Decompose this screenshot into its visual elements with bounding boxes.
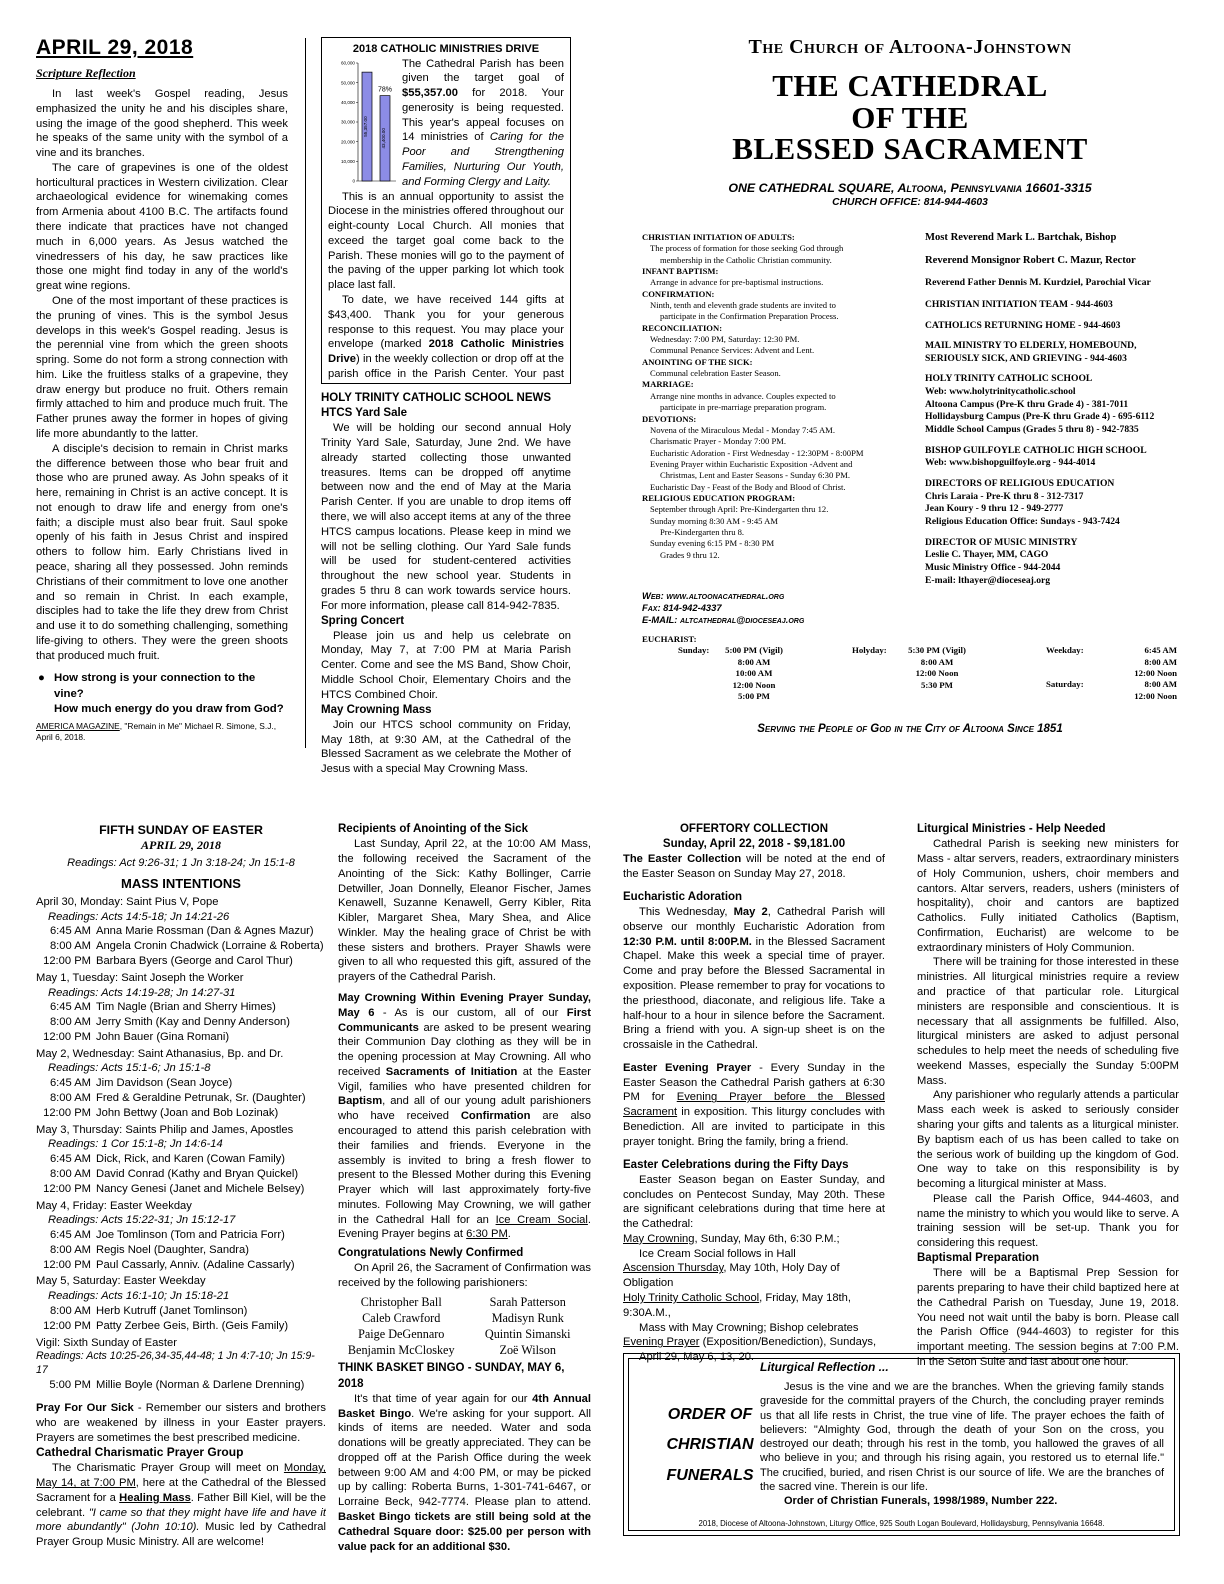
ministry-contact-line: BISHOP GUILFOYLE CATHOLIC HIGH SCHOOL <box>925 444 1147 456</box>
yard-sale-text: We will be holding our second annual Holy Trinity Yard Sale, Saturday, June 2nd. We have already started collecting those unwanted treasures. Items can be dropped off anytime between now and the end of May at the Maria Parish Center. If you are unable to drop items off there, we will also accept items at any of the three HTCS campus locations. Please keep in mind we will not be selling clothing. Our Yard Sale funds will be used for student-centered activities throughout the new school year. Students in grades 5 thru 8 can work towards service hours. For more information, please call 814-942-7835. <box>321 422 571 612</box>
ministry-contact-line: CATHOLICS RETURNING HOME - 944-4603 <box>925 319 1121 331</box>
rector-name: Reverend Monsignor Robert C. Mazur, Rector <box>925 254 1136 266</box>
confirmed-name: Madisyn Runk <box>491 1311 564 1326</box>
confirmed-name: Sarah Patterson <box>489 1295 566 1309</box>
mass-day-readings: Readings: Acts 15:22-31; Jn 15:12-17 <box>48 1214 236 1227</box>
anointing-title: Recipients of Anointing of the Sick <box>338 823 528 835</box>
sacrament-line: Arrange in advance for pre-baptismal instructions. <box>650 277 824 288</box>
mass-day-readings: Readings: Acts 15:1-6; Jn 15:1-8 <box>48 1062 211 1075</box>
ministry-contact-line: Middle School Campus (Grades 5 thru 8) - 942-7835 <box>925 424 1139 436</box>
reflection-paragraph: In last week's Gospel reading, Jesus emphasized the unity he and his disciples share, using the image of the good shepherd. This week he speaks of the same unity with the symbol of a vine and its branches. <box>36 88 288 160</box>
order-of-funerals-label: ORDER OF CHRISTIAN FUNERALS <box>666 1406 754 1484</box>
mass-time: 8:00 AM <box>1144 679 1177 690</box>
ministry-contact-line: HOLY TRINITY CATHOLIC SCHOOL <box>925 373 1093 385</box>
church-address: ONE CATHEDRAL SQUARE, Altoona, Pennsylvania 16601-3315 <box>728 181 1092 195</box>
mass-row: 8:00 AM Herb Kutruff (Janet Tomlinson) <box>49 1304 248 1317</box>
confirmed-name: Quintin Simanski <box>484 1327 571 1342</box>
mass-time: 8:00 AM <box>737 656 771 667</box>
mass-day-readings: Readings: Acts 14:5-18; Jn 14:21-26 <box>48 910 230 923</box>
ministry-contact-line: Hollidaysburg Campus (Pre-K thru Grade 4) - 695-6112 <box>925 411 1155 423</box>
saturday-times <box>1097 679 1177 702</box>
ministry-contact-line: Web: www.holytrinitycatholic.school <box>925 386 1076 398</box>
mass-time: 8:00 AM <box>1144 656 1177 667</box>
sacrament-line: participate in pre-marriage preparation program. <box>660 402 827 413</box>
mass-row: 12:00 PM John Bettwy (Joan and Bob Lozinak) <box>43 1106 279 1119</box>
fifty-days-title: Easter Celebrations during the Fifty Days <box>623 1158 849 1171</box>
ministry-contact-line: CHRISTIAN INITIATION TEAM - 944-4603 <box>925 298 1113 310</box>
column-3: OFFERTORY COLLECTION Sunday, April 22, 2018 - $9,181.00 The Easter Collection will be noted at the end of the Easter Season on Sunday May 27, 2018. Eucharistic Adoration This Wednesday, May 2, Cathedral Parish will observe our monthly Eucharistic Adoration from 12:30 P.M. until 8:00P.M. in the Blessed Sacrament Chapel. Make this week a special time of prayer. Come and pray before the Blessed Sacramental in exposition. Please remember to pray for vocations to the priesthood, diaconate, and religious life. Take a half-hour to a hour in silence before the Sacrament. Bring a friend with you. A sign-up sheet is on the crossaisle in the Cathedral. Easter Evening Prayer - Every Sunday in the Easter Season the Cathedral Parish gathers at 6:30 PM for Evening Prayer before the Blessed Sacrament in exposition. This liturgy concludes with Benediction. All are invited to participate in this prayer tonight. Bring the family, bring a friend. Easter Celebrations during the Fifty Days Easter Season began on Easter Sunday, and concludes on Pentecost Sunday, May 20th. These are significant celebrations during that time here at the Cathedral: May Crowning, Sunday, May 6th, 6:30 P.M.; Ice Cream Social follows in Hall Ascension Thursday, May 10th, Holy Day of Obligation Holy Trinity Catholic School, Friday, May 18th, 9:30A.M., Mass with May Crowning; Bishop celebrates Evening Prayer (Exposition/Benediction), Sundays, April 29, May 6, 13, 20. <box>623 823 885 1364</box>
sacrament-line: ANOINTING OF THE SICK: <box>642 356 753 367</box>
chart-tick-label: 50,000 <box>340 79 355 85</box>
mass-row: 12:00 PM Nancy Genesi (Janet and Michele Belsey) <box>43 1182 305 1195</box>
sunday-date: APRIL 29, 2018 <box>141 838 221 853</box>
ministry-contact-line: Religious Education Office: Sundays - 943-7424 <box>925 516 1120 528</box>
spring-concert-text: Please join us and help us celebrate on Monday, May 7, at 7:00 PM at Maria Parish Center. Come and see the MS Band, Show Choir, Middle School Choir, Elementary Choirs and the HTCS Combined Choir. <box>321 629 571 701</box>
sacrament-line: INFANT BAPTISM: <box>642 266 719 277</box>
mass-intentions-column: FIFTH SUNDAY OF EASTER APRIL 29, 2018 Readings: Act 9:26-31; 1 Jn 3:18-24; Jn 15:1-8 MASS INTENTIONS April 30, Monday: Saint Pius V, Pope Readings: Acts 14:5-18; Jn 14:21-26 6:45 AM Anna Marie Rossman (Dan & Agnes Mazur) 8:00 AM Angela Cronin Chadwick (Lorraine & Roberta) 12:00 PM Barbara Byers (George and Carol Thur) May 1, Tuesday: Saint Joseph the Worker Readings: Acts 14:19-28; Jn 14:27-31 6:45 AM Tim Nagle (Brian and Sherry Himes) 8:00 AM Jerry Smith (Kay and Denny Anderson) 12:00 PM John Bauer (Gina Romani) May 2, Wednesday: Saint Athanasius, Bp. and Dr. Readings: Acts 15:1-6; Jn 15:1-8 6:45 AM Jim Davidson (Sean Joyce) 8:00 AM Fred & Geraldine Petrunak, Sr. (Daughter) 12:00 PM John Bettwy (Joan and Bob Lozinak) May 3, Thursday: Saints Philip and James, Apostles Readings: 1 Cor 15:1-8; Jn 14:6-14 6:45 AM Dick, Rick, and Karen (Cowan Family) 8:00 AM David Conrad (Kathy and Bryan Quickel) 12:00 PM Nancy Genesi (Janet and Michele Belsey) May 4, Friday: Easter Weekday Readings: Acts 15:22-31; Jn 15:12-17 6:45 AM Joe Tomlinson (Tom and Patricia Forr) 8:00 AM Regis Noel (Daughter, Sandra) 12:00 PM Paul Cassarly, Anniv. (Adaline Cassarly) May 5, Saturday: Easter Weekday Readings: Acts 16:1-10; Jn 15:18-21 8:00 AM Herb Kutruff (Janet Tomlinson) 12:00 PM Patty Zerbee Geis, Birth. (Geis Family) Vigil: Sixth Sunday of Easter Readings: Acts 10:25-26,34-35,44-48; 1 Jn 4:7-10; Jn 15:9-17 5:00 PM Millie Boyle (Norman & Darlene Drenning) Pray For Our Sick - Remember our sisters and brothers who are weakened by illness in your Easter prayers. Prayers are sometimes the best prescribed medicine. Cathedral Charismatic Prayer Group The Charismatic Prayer Group will meet on Monday, May 14, at 7:00 PM, here at the Cathedral of the Blessed Sacrament for a Healing Mass. Father Bill Kiel, will be the celebrant. "I came so that they might have life and have it more abundantly" (John 10:10). Music led by Cathedral Prayer Group Music Ministry. All are welcome! <box>36 823 326 1549</box>
reflection-citation: AMERICA MAGAZINE, "Remain in Me" Michael R. Simone, S.J., April 6, 2018. <box>36 720 277 742</box>
ministry-contact-line: Web: www.bishopguilfoyle.org - 944-4014 <box>925 457 1096 469</box>
sacrament-line: RECONCILIATION: <box>642 322 723 333</box>
mass-time: 5:30 PM <box>920 679 953 690</box>
mass-day-readings: Readings: 1 Cor 15:1-8; Jn 14:6-14 <box>48 1138 223 1151</box>
mass-time: 12:00 Noon <box>1134 690 1177 701</box>
drive-text: The Cathedral Parish has been given the target goal of $55,357.00 for 2018. Your generosity is being requested. This year's appeal focuses on 14 ministries of Caring for the Poor and Strengthening Families, Nurturing Our Youth, and Forming Clergy and Laity. This is an annual opportunity to assist the Diocese in the ministries offered throughout our eight-county Local Church. All monies that exceed the target goal come back to the Parish. These monies will go to the payment of the paving of the upper parking lot which took place last fall. To date, we have received 144 gifts at $43,400. Thank you for your generous response to this request. You may place your envelope (marked 2018 Catholic Ministries Drive) in the weekly collection or drop off at the parish office in the Parish Center. Your past <box>328 57 565 380</box>
mass-row: 6:45 AM Tim Nagle (Brian and Sherry Himes) <box>49 1001 276 1014</box>
charismatic-title: Cathedral Charismatic Prayer Group <box>36 1445 244 1460</box>
fifty-days-text: Easter Season began on Easter Sunday, and concludes on Pentecost Sunday, May 20th. These are significant celebrations during that time here at the Cathedral: <box>623 1173 885 1231</box>
mass-day: May 1, Tuesday: Saint Joseph the Worker <box>36 971 244 984</box>
chart-tick-label: 30,000 <box>340 119 355 125</box>
scripture-reflection <box>36 87 288 743</box>
mass-row: 8:00 AM Angela Cronin Chadwick (Lorraine & Roberta) <box>49 940 324 953</box>
confirmed-name: Caleb Crawford <box>362 1311 441 1326</box>
mass-row: 8:00 AM Regis Noel (Daughter, Sandra) <box>49 1243 249 1256</box>
ministry-contact-line: Leslie C. Thayer, MM, CAGO <box>925 549 1049 561</box>
sacrament-line: Communal Penance Services: Advent and Lent. <box>650 345 815 356</box>
sacrament-line: MARRIAGE: <box>642 379 694 390</box>
scripture-reflection-heading: Scripture Reflection <box>36 66 136 80</box>
mass-time: 12:00 Noon <box>1134 668 1177 679</box>
sacrament-line: Communal celebration Easter Season. <box>650 368 781 379</box>
mass-time: 12:00 Noon <box>915 668 959 679</box>
mass-row: 8:00 AM Fred & Geraldine Petrunak, Sr. (Daughter) <box>49 1092 306 1105</box>
mass-day-readings: Readings: Acts 16:1-10; Jn 15:18-21 <box>48 1290 230 1303</box>
ministry-contact-line: Music Ministry Office - 944-2044 <box>925 562 1061 574</box>
confirmed-name: Paige DeGennaro <box>358 1327 445 1342</box>
reflection-question: How much energy do you draw from God? <box>54 702 284 715</box>
sacrament-line: Christmas, Lent and Easter Seasons - Sunday 6:30 PM. <box>660 470 850 481</box>
vigil-day: Vigil: Sixth Sunday of Easter <box>36 1336 177 1349</box>
chart-tick-label: 40,000 <box>340 99 355 105</box>
drive-paragraph: This is an annual opportunity to assist the Diocese in the ministries offered throughout our eight-county Local Church. All monies that exceed the target goal come back to the Parish. These monies will go to the payment of the paving of the upper parking lot which took place last fall. <box>328 190 564 292</box>
reflection-paragraph: One of the most important of these practices is the pruning of vines. This is the symbol Jesus develops in this week's Gospel reading. Jesus is the perennial vine from which the green shoots spring. Some do not form a strong connection with him. Like the fruitless stalks of a grapevine, they draw energy but produce no fruit. Others remain firmly attached to him and produce much fruit. The Father prunes away the former in hopes of giving life more abundantly to the latter. <box>36 294 288 440</box>
spring-concert-title: Spring Concert <box>321 614 405 627</box>
sacrament-line: Grades 9 thru 12. <box>660 549 720 560</box>
column-4: Liturgical Ministries - Help Needed Cathedral Parish is seeking new ministers for Mass - altar servers, readers, extraordinary ministers of Holy Communion, ushers, choir members and cantors. Altar servers, readers, ushers (ministers of hospitality), choir and cantors are baptized Catholics. Fully initiated Catholics (Baptism, Confirmation, Eucharist) are welcome to be extraordinary ministers of Holy Communion. There will be training for those interested in these ministries. All liturgical ministries require a review and practice of that particular role. Liturgical ministers are responsible and conscientious. It is necessary that all assignments be fulfilled. Also, liturgical ministers are asked to adjust personal schedules to help meet the needs of scheduling five weekend Masses, especially the Sunday 5:00PM Mass. Any parishioner who regularly attends a particular Mass each week is asked to seriously consider sharing your gifts and talents as a liturgical minister. By baptism each of us has been called to take on the serious work of building up the kingdom of God. One way to take on this responsibility is by becoming a liturgical minister at Mass. Please call the Parish Office, 944-4603, and name the ministry to which you would like to serve. A training session will be set-up. Thank you for considering this request. Baptismal Preparation There will be a Baptismal Prep Session for parents preparing to have their child baptized here at the Cathedral Parish on Tuesday, June 19, 2018. You need not wait until the baby is born. Please call the Parish Office (944-4603) to register for this important meeting. The session begins at 7:00 P.M. in the Seton Suite and last about one hour. <box>917 823 1179 1368</box>
drive-chart <box>328 59 398 187</box>
drive-goal: $55,357.00 <box>402 87 458 100</box>
may-crowning-title: May Crowning Mass <box>321 703 432 716</box>
sacrament-line: Charismatic Prayer - Monday 7:00 PM. <box>650 436 787 447</box>
sacrament-line: membership in the Catholic Christian community. <box>660 254 832 265</box>
adoration-title: Eucharistic Adoration <box>623 890 743 903</box>
mass-row: 8:00 AM Jerry Smith (Kay and Denny Anderson) <box>49 1016 291 1029</box>
mass-row: 12:00 PM Paul Cassarly, Anniv. (Adaline Cassarly) <box>43 1258 295 1271</box>
sacrament-line: Sunday morning 8:30 AM - 9:45 AM <box>650 515 778 526</box>
church-office-phone: CHURCH OFFICE: 814-944-4603 <box>832 197 988 208</box>
ministry-contact-line: SERIOUSLY SICK, AND GRIEVING - 944-4603 <box>925 352 1127 364</box>
may-crowning-text: Join our HTCS school community on Friday, May 18th, at 9:30 AM, at the Cathedral of the Blessed Sacrament as we celebrate the Mother of Jesus with a special May Crowning Mass. <box>321 718 571 776</box>
ministry-contact-line: E-mail: lthayer@dioceseaj.org <box>925 574 1051 586</box>
confirmed-name: Zoë Wilson <box>499 1343 556 1358</box>
sunday-title: FIFTH SUNDAY OF EASTER <box>99 823 263 837</box>
chart-tick-label: 60,000 <box>340 60 355 66</box>
mass-time: 5:30 PM (Vigil) <box>908 645 966 656</box>
cathedral-name: THE CATHEDRAL OF THE BLESSED SACRAMENT <box>732 70 1088 165</box>
sacrament-line: Arrange nine months in advance. Couples expected to <box>650 390 836 401</box>
sacrament-line: Eucharistic Adoration - First Wednesday - 12:30PM - 8:00PM <box>650 447 864 458</box>
mass-row: 6:45 AM Jim Davidson (Sean Joyce) <box>49 1077 233 1090</box>
mass-intentions-title: MASS INTENTIONS <box>121 875 241 891</box>
confirmed-text: On April 26, the Sacrament of Confirmation was received by the following parishioners: <box>338 1262 591 1290</box>
sacrament-line: Novena of the Miraculous Medal - Monday 7:45 AM. <box>650 424 835 435</box>
drive-title: 2018 CATHOLIC MINISTRIES DRIVE <box>352 43 540 55</box>
bulletin-date: APRIL 29, 2018 <box>36 36 194 59</box>
sacrament-line: participate in the Confirmation Preparation Process. <box>660 311 839 322</box>
liturgical-reflection-text: Jesus is the vine and we are the branches. When the grieving family stands graveside for the committal prayers of the Church, the concluding prayer reminds us that all life rests in Christ, the true vine of life. The prayer echoes the faith of believers: "Almighty God, through the death of your Son on the cross, you destroyed our death; through his rest in the tomb, you hallowed the graves of all who believe in you; and through his rising again, you restored us to eternal life." The crucified, buried, and risen Christ is our source of life. We are the branches of the sacred vine. Therein is our life. Order of Christian Funerals, 1998/1989, Number 222. <box>760 1381 1164 1508</box>
mass-day: May 5, Saturday: Easter Weekday <box>36 1275 206 1288</box>
mass-time: 12:00 Noon <box>732 679 776 690</box>
mass-row: 5:00 PM Millie Boyle (Norman & Darlene Drenning) <box>49 1379 305 1392</box>
email-link[interactable]: E-MAIL: altcathedral@dioceseaj.org <box>642 614 805 626</box>
yard-sale-title: HTCS Yard Sale <box>321 407 408 420</box>
baptismal-prep-title: Baptismal Preparation <box>917 1252 1040 1265</box>
sacrament-line: CONFIRMATION: <box>642 288 715 299</box>
chart-bar-label: 55,357.00 <box>363 115 368 137</box>
mass-time: 6:45 AM <box>1144 645 1177 656</box>
mass-intentions-list <box>36 895 326 1334</box>
sacrament-line: DEVOTIONS: <box>642 413 697 424</box>
clergy-directory <box>925 231 1190 587</box>
reflection-questions <box>36 671 288 716</box>
bishop-name: Most Reverend Mark L. Bartchak, Bishop <box>925 232 1117 243</box>
chart-bar-label: 43,400.00 <box>381 127 386 149</box>
mass-day: May 3, Thursday: Saints Philip and James, Apostles <box>36 1123 294 1136</box>
mass-row: 6:45 AM Anna Marie Rossman (Dan & Agnes Mazur) <box>49 925 314 938</box>
fifty-days-list: May Crowning, Sunday, May 6th, 6:30 P.M.; Ice Cream Social follows in Hall Ascension Thursday, May 10th, Holy Day of Obligation Holy Trinity Catholic School, Friday, May 18th, 9:30A.M., Mass with May Crowning; Bishop celebrates Evening Prayer (Exposition/Benediction), Sundays, April 29, May 6, 13, 20. <box>623 1232 877 1364</box>
mass-row: 12:00 PM Barbara Byers (George and Carol Thur) <box>43 955 293 967</box>
sacraments-list <box>642 232 917 561</box>
sacrament-line: Wednesday: 7:00 PM, Saturday: 12:30 PM. <box>650 334 800 345</box>
bullet-icon: ● <box>38 672 45 685</box>
holyday-times <box>892 645 982 691</box>
mass-row: 6:45 AM Dick, Rick, and Karen (Cowan Family) <box>49 1153 285 1166</box>
vicar-name: Reverend Father Dennis M. Kurdziel, Parochial Vicar <box>925 276 1151 288</box>
serving-tagline: Serving the People of God in the City of Altoona Since 1851 <box>757 723 1063 735</box>
mass-row: 6:45 AM Joe Tomlinson (Tom and Patricia Forr) <box>49 1229 285 1242</box>
mass-day: May 2, Wednesday: Saint Athanasius, Bp. and Dr. <box>36 1047 284 1060</box>
mass-day: May 4, Friday: Easter Weekday <box>36 1199 192 1212</box>
liturgical-ministries-title: Liturgical Ministries - Help Needed <box>917 823 1106 835</box>
confirmed-name: Christopher Ball <box>360 1295 442 1309</box>
ministry-contact-line: DIRECTORS OF RELIGIOUS EDUCATION <box>925 478 1115 490</box>
chart-tick-label: 10,000 <box>340 158 355 164</box>
offertory-amount: Sunday, April 22, 2018 - $9,181.00 <box>662 838 846 851</box>
ministry-contact-line: MAIL MINISTRY TO ELDERLY, HOMEBOUND, <box>925 340 1137 352</box>
eucharist-schedule: EUCHARIST: Sunday: 5:00 PM (Vigil) 8:00 AM 10:00 AM 12:00 Noon 5:00 PM Holyday: 5:30 PM (Vigil) 8:00 AM 12:00 Noon 5:30 PM Weekday: 6:45 AM 8:00 AM 12:00 Noon Saturday: 8:00 AM 12:00 Noon <box>642 634 1177 702</box>
bingo-title: THINK BASKET BINGO - SUNDAY, MAY 6, 2018 <box>338 1362 565 1390</box>
sacrament-line: Eucharistic Day - Feast of the Body and Blood of Christ. <box>650 481 846 492</box>
sunday-readings: Readings: Act 9:26-31; 1 Jn 3:18-24; Jn 15:1-8 <box>67 857 295 870</box>
ministry-contact-line: Jean Koury - 9 thru 12 - 949-2777 <box>925 503 1064 515</box>
chart-tick-label: 20,000 <box>340 138 355 144</box>
confirmed-title: Congratulations Newly Confirmed <box>338 1247 524 1260</box>
funeral-footer: 2018, Diocese of Altoona-Johnstown, Liturgy Office, 925 South Logan Boulevard, Hollidaysburg, Pennsylvania 16648. <box>698 1518 1105 1528</box>
contact-info <box>642 590 917 627</box>
ministries-drive-box <box>321 37 571 384</box>
sacrament-line: CHRISTIAN INITIATION OF ADULTS: <box>642 232 795 242</box>
mass-day-readings: Readings: Acts 14:19-28; Jn 14:27-31 <box>48 986 236 999</box>
sacrament-line: RELIGIOUS EDUCATION PROGRAM: <box>642 492 796 503</box>
sunday-times <box>714 645 794 702</box>
liturgical-reflection-title: Liturgical Reflection ... <box>760 1360 889 1374</box>
column-2: Recipients of Anointing of the Sick Last Sunday, April 22, at the 10:00 AM Mass, the following received the Sacrament of the Anointing of the Sick: Kathy Bollinger, Carrie Detwiller, Joan Donnelly, Eleanor Fischer, James Kenawell, Suzanne Kenawell, Gerry Kibler, Rita Kibler, Margaret Shea, Mary Shea, and Alice Winkler. May the healing grace of Christ be with these sisters and brothers. Prayer Shawls were given to all who requested this gift, assured of the prayers of the Cathedral Parish. May Crowning Within Evening Prayer Sunday, May 6 - As is our custom, all of our First Communicants are asked to be present wearing their Communion Day clothing as they will be in the opening procession at May Crowning. All who received Sacraments of Initiation at the Easter Vigil, families who have presented children for Baptism, and all of our young adult parishioners who have received Confirmation are also encouraged to attend this parish celebration with their families and friends. Everyone in the assembly is invited to bring a fresh flower to present to the Blessed Mother during this Evening Prayer which will last approximately forty-five minutes. Following May Crowning, we will gather in the Cathedral Hall for an Ice Cream Social. Evening Prayer begins at 6:30 PM. Congratulations Newly Confirmed On April 26, the Sacrament of Confirmation was received by the following parishioners: Christopher Ball Sarah Patterson Caleb Crawford Madisyn Runk Paige DeGennaro Quintin Simanski Benjamin McCloskey Zoë Wilson THINK BASKET BINGO - SUNDAY, MAY 6, 2018 It's that time of year again for our 4th Annual Basket Bingo. We're asking for your support. All kinds of items are needed. Water and soda donations will be greatly appreciated. They can be dropped off at the Parish Office during the week between 9:00 AM and 4:00 PM, or may be picked up by calling: Roberta Burns, 1-301-741-6467, or Lorraine Beck, 942-7774. Please plan to attend. Basket Bingo tickets are still being sold at the Cathedral Square door: $25.00 per person with value pack for an additional $30. <box>338 823 591 1553</box>
sacrament-line: Evening Prayer within Eucharistic Exposition -Advent and <box>650 458 853 469</box>
ministry-contacts <box>925 299 1190 587</box>
mass-row: 12:00 PM Patty Zerbee Geis, Birth. (Geis Family) <box>43 1319 289 1332</box>
mass-row: 12:00 PM John Bauer (Gina Romani) <box>43 1030 230 1043</box>
mass-day: April 30, Monday: Saint Pius V, Pope <box>36 895 219 908</box>
sacrament-line: Ninth, tenth and eleventh grade students are invited to <box>650 300 836 311</box>
reflection-question: ● How strong is your connection to the vine? <box>38 672 256 700</box>
reflection-paragraph: The care of grapevines is one of the oldest horticultural practices in Western civilization. Clear archaeological evidence for winemaking comes from Armenia about 4100 B.C. The artifacts found there indicate that practices have not changed much in 6,000 years. As Jesus watched the vinedressers of his day, he saw practices like those one might find today in any of the world's great wine regions. <box>36 161 288 293</box>
mass-time: 10:00 AM <box>735 668 773 679</box>
ministry-contact-line: Altoona Campus (Pre-K thru Grade 4) - 381-7011 <box>925 398 1129 410</box>
mass-time: 8:00 AM <box>920 656 954 667</box>
sacrament-line: The process of formation for those seeking God through <box>650 243 844 254</box>
reflection-paragraph: A disciple's decision to remain in Christ marks the difference between those who bear fruit and those who are pruned away. As John speaks of it here, remaining in Christ is an active concept. It is not enough to draw life and energy from one's faith; a disciple must also bear fruit. Saul spoke openly of his faith in Jesus Christ and inspired others to follow him. Early Christians lived in peace, sharing all they possessed. John reminds Christians of their commitment to love one another and so remain in Christ. In each example, disciples had to take the life they drew from Christ and use it to do something challenging, something life-giving to others. They were the green shoots that produced much fruit. <box>36 442 288 662</box>
mass-time: 5:00 PM <box>737 691 770 702</box>
sacrament-line: September through April: Pre-Kindergarten thru 12. <box>650 504 829 515</box>
column-divider <box>305 38 306 748</box>
sacrament-line: Pre-Kindergarten thru 8. <box>660 526 745 537</box>
htcs-title: HOLY TRINITY CATHOLIC SCHOOL NEWS <box>321 392 552 404</box>
htcs-news <box>321 391 571 777</box>
offertory-title: OFFERTORY COLLECTION <box>679 823 828 835</box>
confirmed-names <box>338 1294 591 1358</box>
liturgical-reflection-box <box>623 1353 1180 1536</box>
ministry-contact-line: Chris Laraia - Pre-K thru 8 - 312-7317 <box>925 490 1084 502</box>
website-link[interactable]: Web: www.altoonacathedral.org <box>642 590 785 601</box>
ministry-contact-line: DIRECTOR OF MUSIC MINISTRY <box>925 536 1078 548</box>
confirmed-name: Benjamin McCloskey <box>347 1343 455 1358</box>
sacrament-line: Sunday evening 6:15 PM - 8:30 PM <box>650 538 775 549</box>
anointing-text: Last Sunday, April 22, at the 10:00 AM Mass, the following received the Sacrament of the Anointing of the Sick: Kathy Bollinger, Carrie Detwiller, Joan Donnelly, Eleanor Fischer, James Kenawell, Suzanne Kenawell, Gerry Kibler, Rita Kibler, Margaret Shea, Mary Shea, and Alice Winkler. May the healing grace of Christ be with these sisters and brothers. Prayer Shawls were given to all who requested this gift, assured of the prayers of the Cathedral Parish. <box>338 838 591 984</box>
mass-row: 8:00 AM David Conrad (Kathy and Bryan Quickel) <box>49 1167 299 1180</box>
vigil-readings: Readings: Acts 10:25-26,34-35,44-48; 1 Jn 4:7-10; Jn 15:9-17 <box>36 1350 315 1377</box>
fax-number: Fax: 814-942-4337 <box>642 602 722 614</box>
mass-time: 5:00 PM (Vigil) <box>725 645 783 656</box>
chart-tick-label: 0 <box>352 178 355 184</box>
chart-annotation: 78% <box>377 86 393 94</box>
weekday-times <box>1097 645 1177 679</box>
diocese-name: The Church of Altoona-Johnstown <box>748 36 1072 58</box>
